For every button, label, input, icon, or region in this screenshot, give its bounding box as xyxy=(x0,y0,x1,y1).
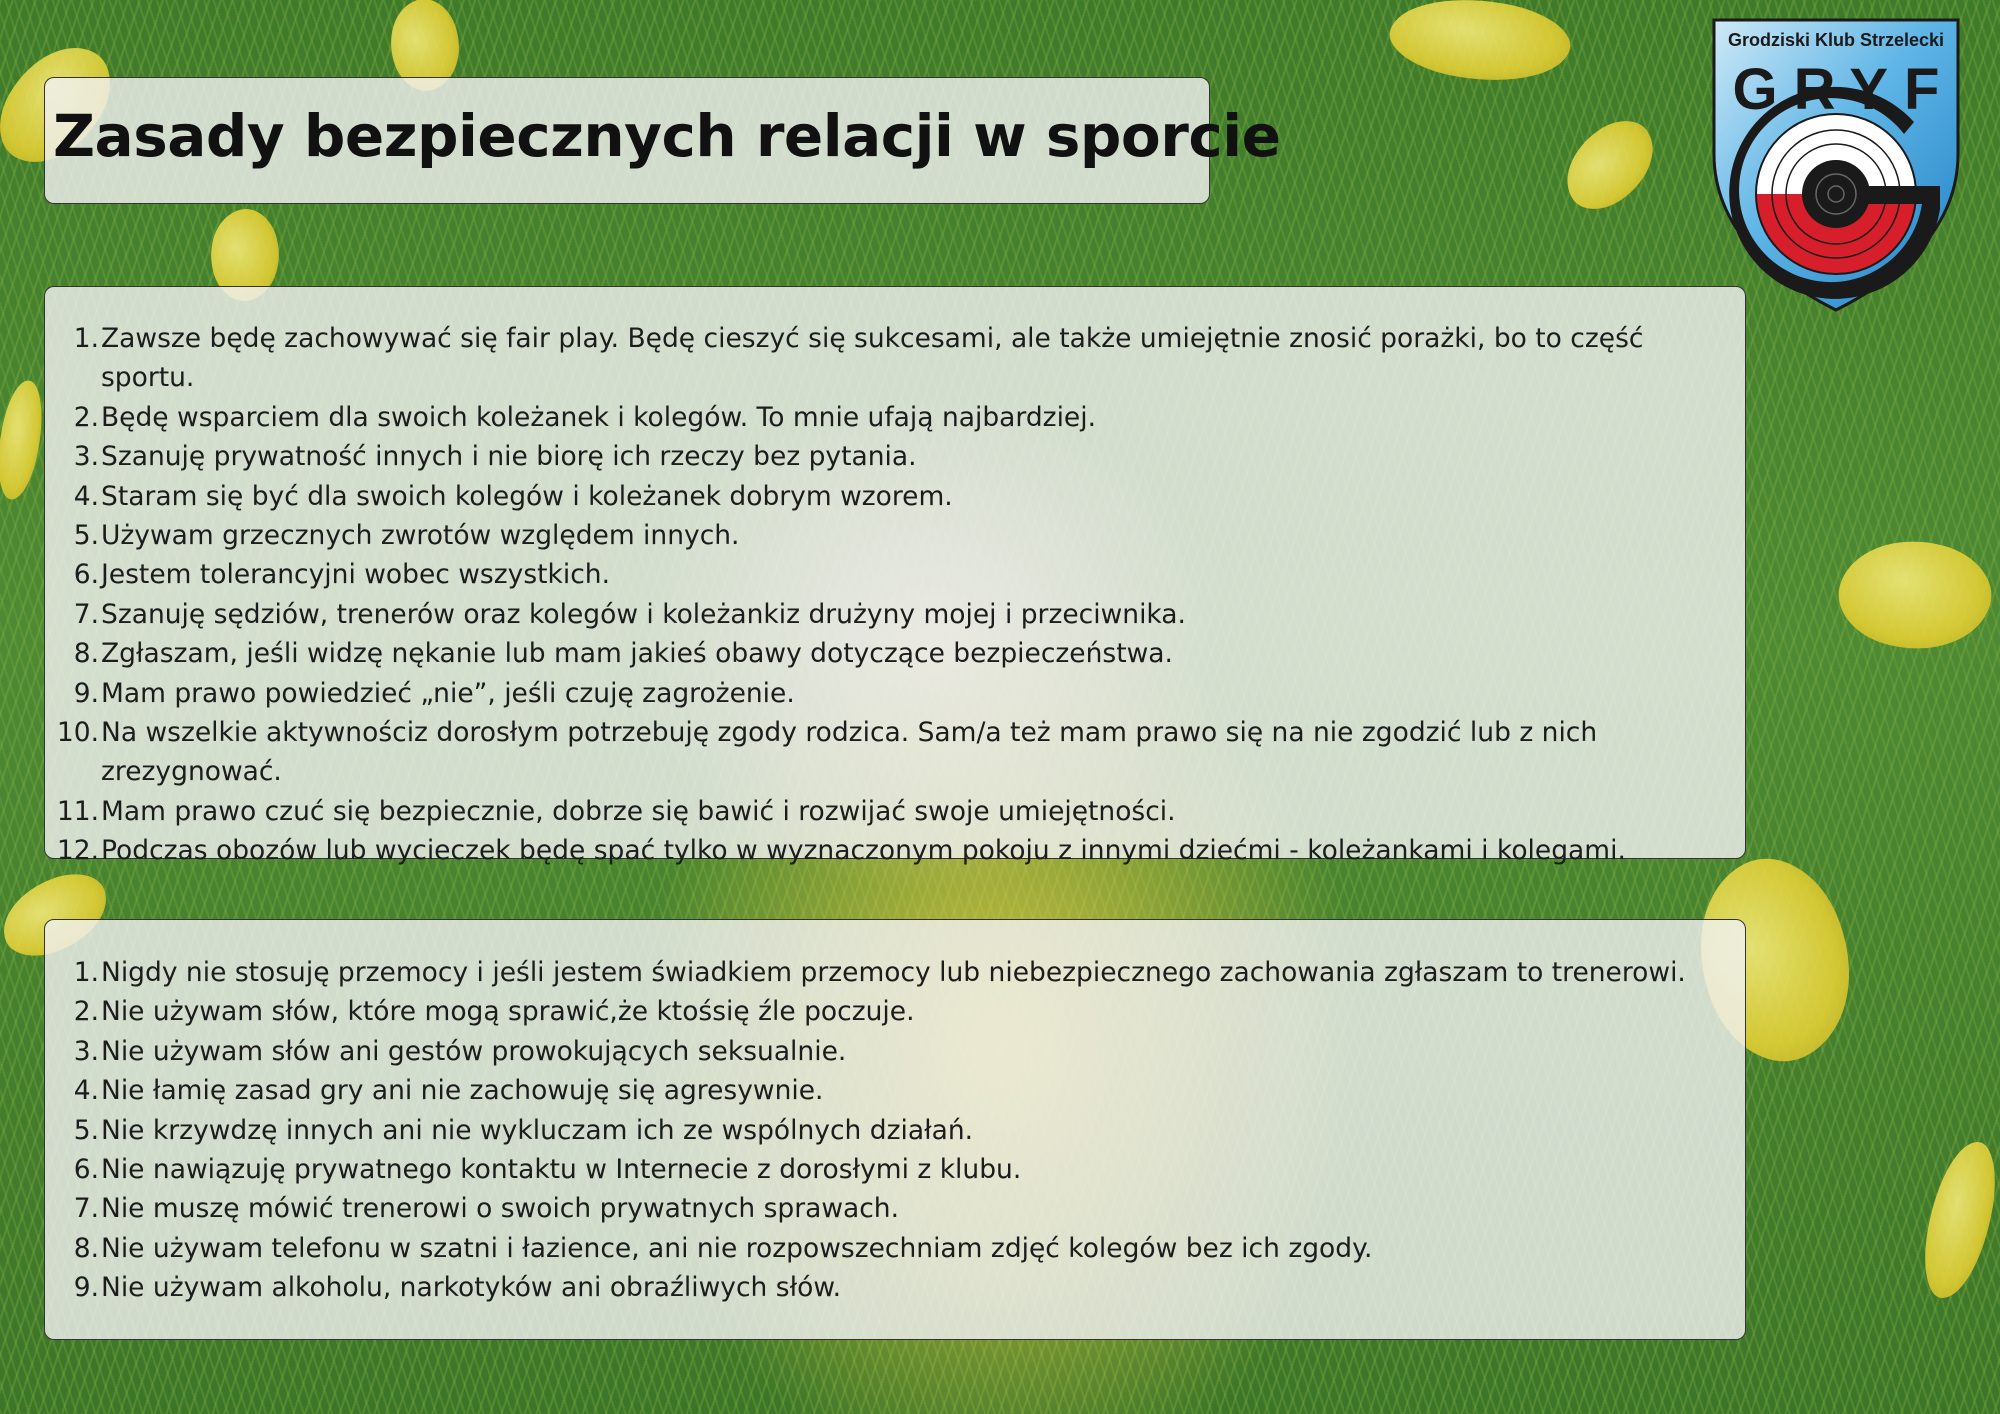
leaf-decoration xyxy=(1384,0,1575,95)
list-item xyxy=(45,516,1745,555)
list-item-number: 11. xyxy=(56,795,99,827)
list-item-text: Mam prawo powiedzieć „nie”, jeśli czuję zagrożenie. xyxy=(101,677,795,709)
list-item-text: Zgłaszam, jeśli widzę nękanie lub mam jakieś obawy dotyczące bezpieczeństwa. xyxy=(101,638,1173,670)
list-item-number: 6. xyxy=(73,559,99,591)
list-item-text: Nie łamię zasad gry ani nie zachowuję się agresywnie. xyxy=(101,1075,824,1107)
list-item xyxy=(45,398,1745,437)
list-item-number: 1. xyxy=(73,323,99,354)
list-item-number: 3. xyxy=(73,441,99,473)
list-item-number: 5. xyxy=(73,1114,99,1146)
list-item xyxy=(45,1032,1745,1071)
list-item xyxy=(45,1268,1745,1307)
leaf-decoration xyxy=(1828,522,2000,667)
list-item-text: Jestem tolerancyjni wobec wszystkich. xyxy=(101,559,611,591)
leaf-decoration xyxy=(1917,1136,2000,1304)
list-item-text: Nigdy nie stosuję przemocy i jeśli jestem świadkiem przemocy lub niebezpiecznego zachowania zgłaszam to trenerowi. xyxy=(101,957,1686,988)
club-short-name: GRYF xyxy=(1732,57,1956,122)
list-item xyxy=(45,595,1745,634)
list-item xyxy=(45,1111,1745,1150)
list-item-number: 8. xyxy=(73,638,99,670)
list-item xyxy=(45,319,1745,398)
club-logo xyxy=(1708,14,1964,314)
page-title: Zasady bezpiecznych relacji w sporcie xyxy=(53,102,1281,170)
list-item xyxy=(45,1229,1745,1268)
list-item-text: Nie używam słów ani gestów prowokujących seksualnie. xyxy=(101,1035,847,1067)
list-item-text: Nie używam słów, które mogą sprawić,że ktośsię źle poczuje. xyxy=(101,996,915,1028)
list-item-number: 7. xyxy=(73,1193,99,1225)
list-item-text: Nie używam alkoholu, narkotyków ani obraźliwych słów. xyxy=(101,1272,841,1304)
list-item xyxy=(45,953,1745,992)
list-item xyxy=(45,1150,1745,1189)
list-item-number: 2. xyxy=(73,996,99,1028)
list-item xyxy=(45,634,1745,673)
rules-dont-panel xyxy=(44,919,1746,1340)
list-item-number: 7. xyxy=(73,598,99,630)
list-item-text: Nie nawiązuję prywatnego kontaktu w Internecie z dorosłymi z klubu. xyxy=(101,1154,1022,1186)
list-item-number: 4. xyxy=(73,480,99,512)
list-item xyxy=(45,555,1745,594)
list-item-text: Mam prawo czuć się bezpiecznie, dobrze się bawić i rozwijać swoje umiejętności. xyxy=(101,795,1176,827)
list-item xyxy=(45,713,1745,792)
list-item-text: Na wszelkie aktywnościz dorosłym potrzebuję zgody rodzica. Sam/a też mam prawo się na nie zgodzić lub z nich zrezygnować. xyxy=(101,717,1598,788)
rules-dont-list xyxy=(45,953,1745,1308)
list-item-number: 12. xyxy=(56,835,99,867)
list-item-number: 9. xyxy=(73,1272,99,1304)
list-item-number: 9. xyxy=(73,677,99,709)
rules-do-panel xyxy=(44,286,1746,867)
list-item-text: Nie muszę mówić trenerowi o swoich prywatnych sprawach. xyxy=(101,1193,900,1225)
list-item-number: 8. xyxy=(73,1232,99,1264)
rules-do-list xyxy=(45,319,1745,871)
list-item-number: 4. xyxy=(73,1075,99,1107)
list-item-text: Będę wsparciem dla swoich koleżanek i kolegów. To mnie ufają najbardziej. xyxy=(101,401,1097,433)
list-item-text: Nie krzywdzę innych ani nie wykluczam ich ze wspólnych działań. xyxy=(101,1114,974,1146)
list-item-number: 6. xyxy=(73,1154,99,1186)
list-item xyxy=(45,1071,1745,1110)
list-item xyxy=(45,792,1745,831)
list-item xyxy=(45,831,1745,870)
list-item-number: 1. xyxy=(73,957,99,988)
list-item-text: Szanuję prywatność innych i nie biorę ich rzeczy bez pytania. xyxy=(101,441,917,473)
list-item-number: 5. xyxy=(73,520,99,552)
list-item-number: 10. xyxy=(56,717,99,749)
list-item-text: Szanuję sędziów, trenerów oraz kolegów i koleżankiz drużyny mojej i przeciwnika. xyxy=(101,598,1186,630)
list-item xyxy=(45,992,1745,1031)
list-item xyxy=(45,477,1745,516)
list-item-text: Używam grzecznych zwrotów względem innych. xyxy=(101,520,740,552)
club-name: Grodziski Klub Strzelecki xyxy=(1727,30,1945,50)
list-item-number: 3. xyxy=(73,1035,99,1067)
list-item xyxy=(45,674,1745,713)
list-item-text: Staram się być dla swoich kolegów i koleżanek dobrym wzorem. xyxy=(101,480,953,512)
list-item xyxy=(45,437,1745,476)
list-item-text: Zawsze będę zachowywać się fair play. Będę cieszyć się sukcesami, ale także umiejętnie znosić porażki, bo to część sportu. xyxy=(101,323,1644,394)
list-item-number: 2. xyxy=(73,401,99,433)
title-panel xyxy=(44,77,1281,204)
list-item xyxy=(45,1189,1745,1228)
leaf-decoration xyxy=(1549,108,1671,223)
list-item-text: Podczas obozów lub wycieczek będę spać tylko w wyznaczonym pokoju z innymi dziećmi - koleżankami i kolegami. xyxy=(101,835,1626,867)
list-item-text: Nie używam telefonu w szatni i łazience, ani nie rozpowszechniam zdjęć kolegów bez ich zgody. xyxy=(101,1232,1373,1264)
leaf-decoration xyxy=(0,378,45,501)
